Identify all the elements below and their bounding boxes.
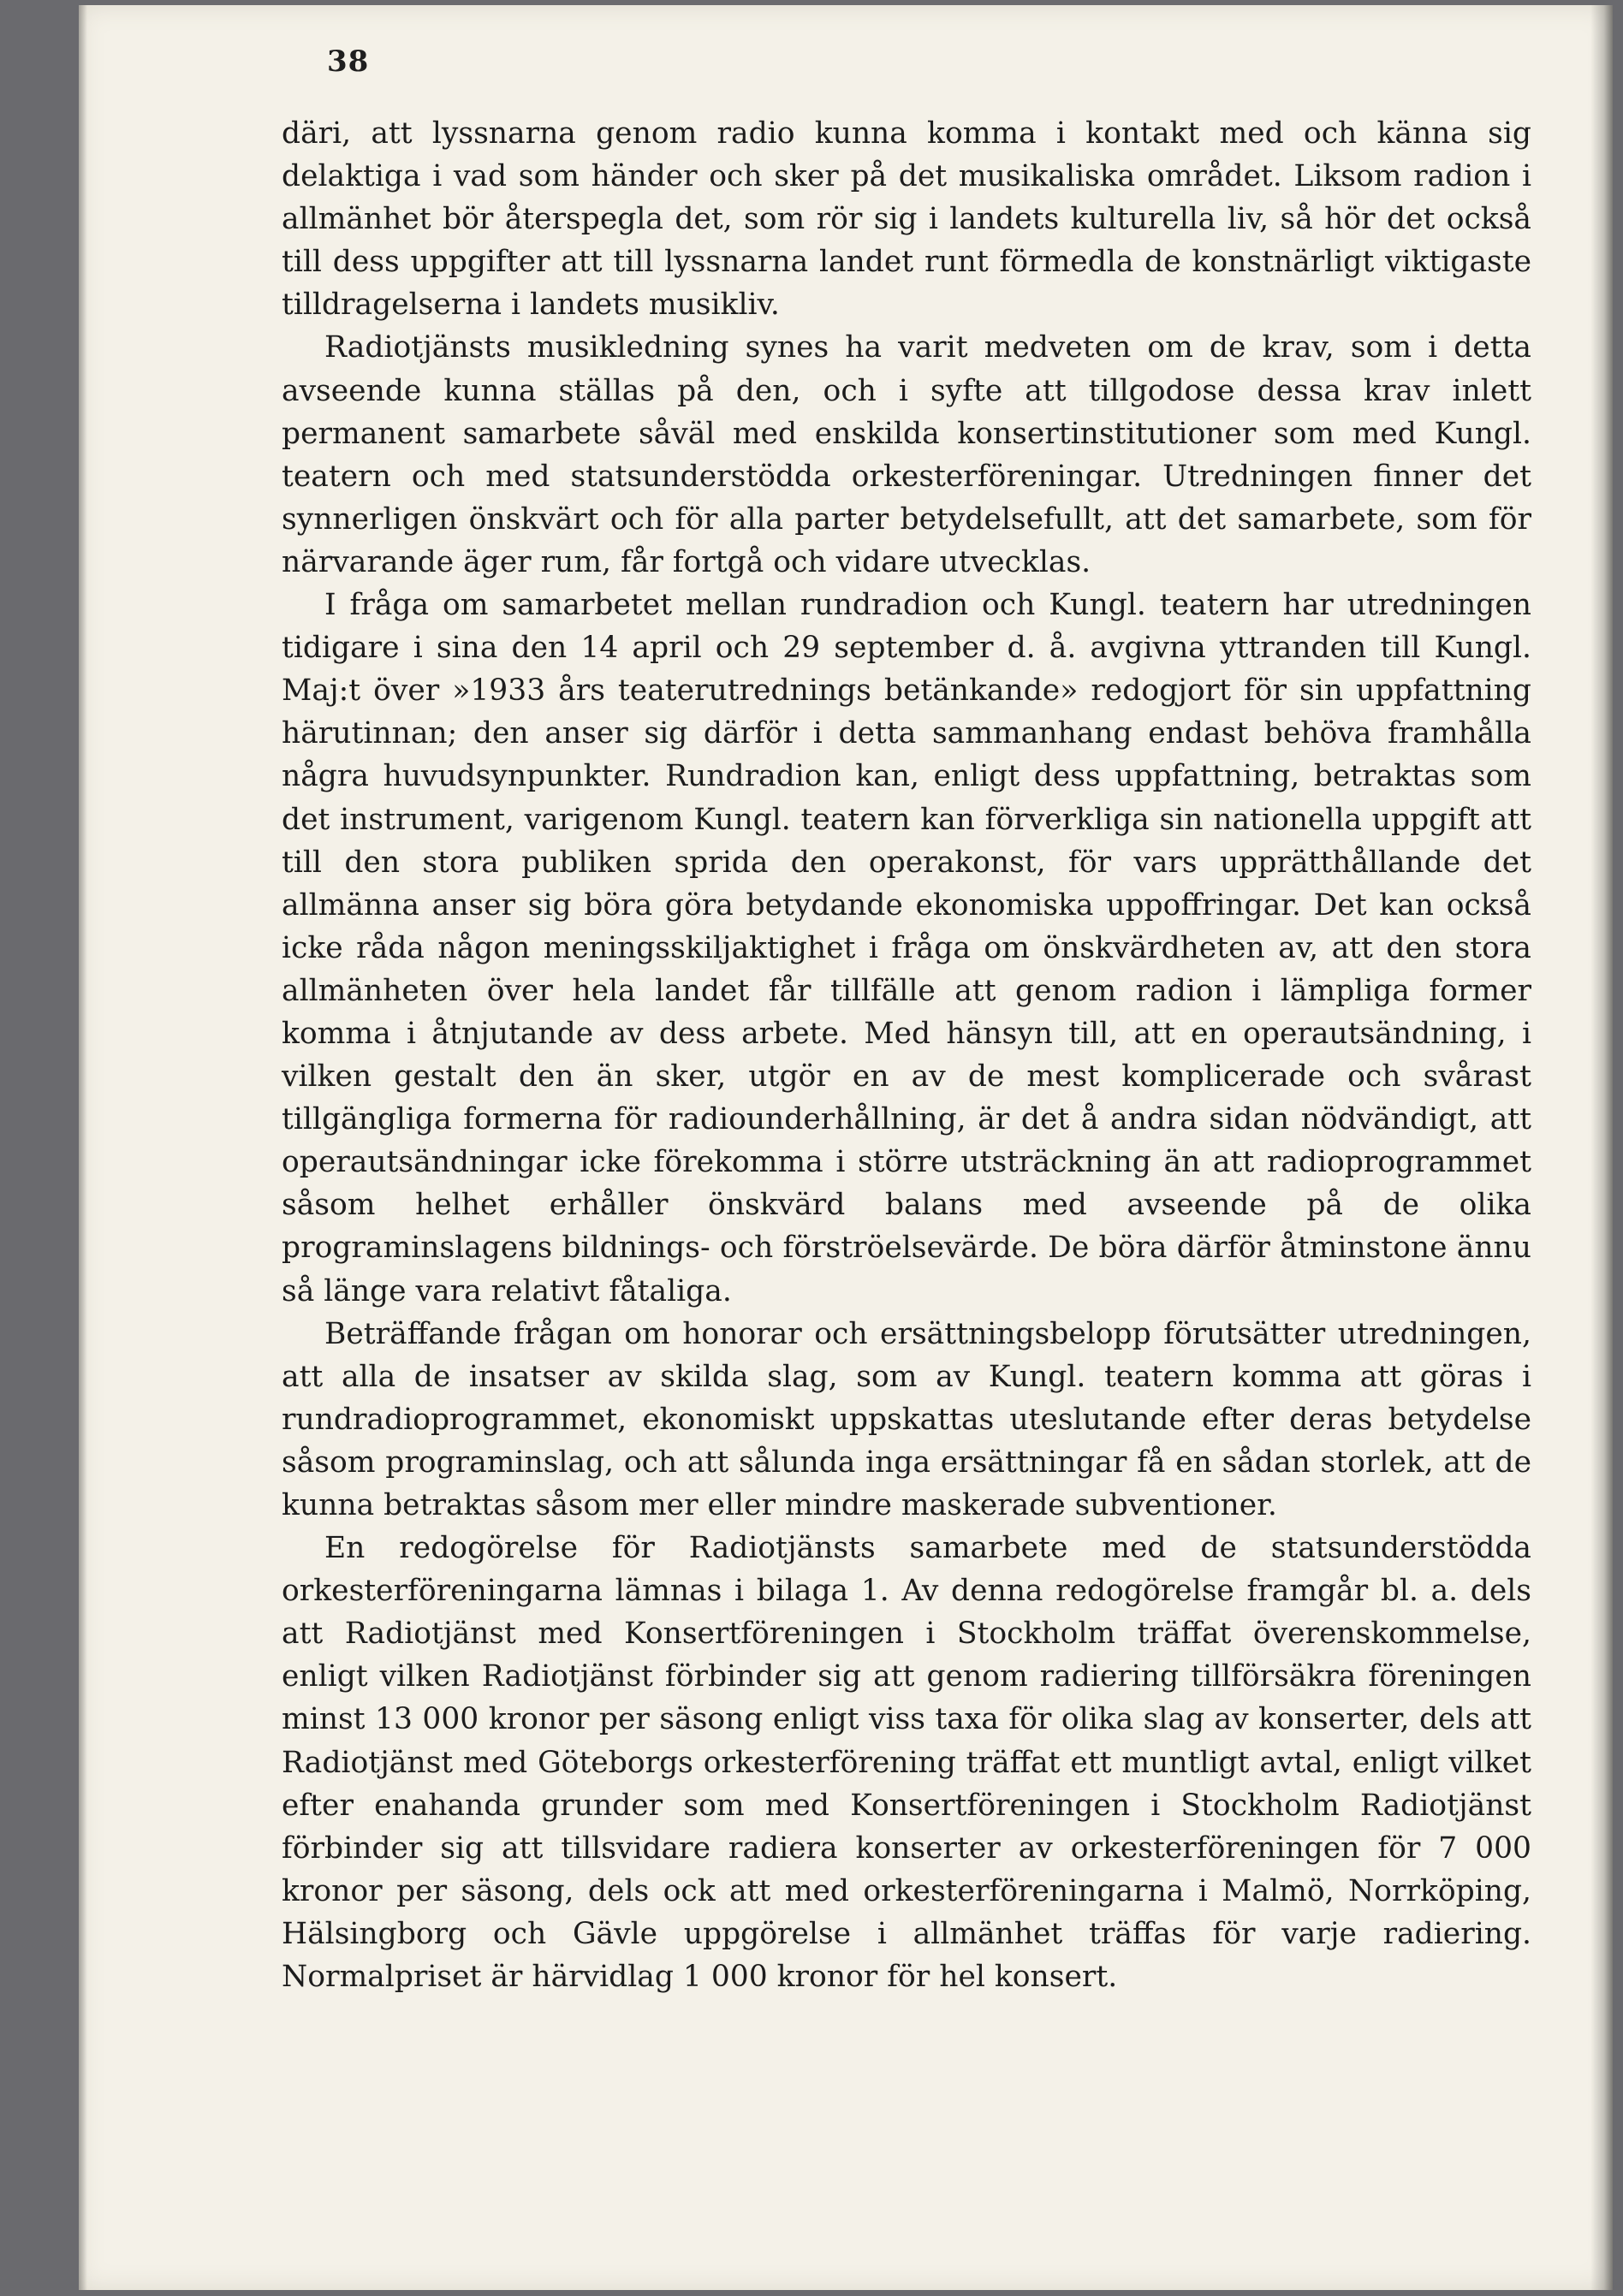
page-number: 38 (327, 44, 370, 79)
paragraph-5: En redogörelse för Radiotjänsts samarbete med de statsunderstödda orkesterföreningarna lämnas i bilaga 1. Av denna redogörelse framgår bl. a. dels att Radiotjänst med Konsertföreningen i Stockholm träffat överenskommelse, enligt vilken Radiotjänst förbinder sig att genom radiering tillförsäkra föreningen minst 13 000 kronor per säsong enligt viss taxa för olika slag av konserter, dels att Radiotjänst med Göteborgs orkesterförening träffat ett muntligt avtal, enligt vilket efter enahanda grunder som med Konsertföreningen i Stockholm Radiotjänst förbinder sig att tillsvidare radiera konserter av orkesterföreningen för 7 000 kronor per säsong, dels ock att med orkesterföreningarna i Malmö, Norrköping, Hälsingborg och Gävle uppgörelse i allmänhet träffas för varje radiering. Normalpriset är härvidlag 1 000 kronor för hel konsert. (282, 1531, 1531, 1995)
paragraph-4: Beträffande frågan om honorar och ersättningsbelopp förutsätter utredningen, att alla de insatser av skilda slag, som av Kungl. teatern komma att göras i rundradioprogrammet, ekonomiskt uppskattas uteslutande efter deras betydelse såsom programinslag, och att sålunda inga ersättningar få en sådan storlek, att de kunna betraktas såsom mer eller mindre maskerade subventioner. (282, 1316, 1531, 1522)
body-text (282, 112, 1531, 1998)
page-shadow-right (1590, 5, 1613, 2290)
page-shadow-left (79, 5, 87, 2290)
paragraph-2: Radiotjänsts musikledning synes ha varit medveten om de krav, som i detta avseende kunna ställas på den, och i syfte att tillgodose dessa krav inlett permanent samarbete såväl med enskilda konsertinstitutioner som med Kungl. teatern och med statsunderstödda orkesterföreningar. Utredningen finner det synnerligen önskvärt och för alla parter betydelsefullt, att det samarbete, som för närvarande äger rum, får fortgå och vidare utvecklas. (282, 330, 1531, 579)
paragraph-3: I fråga om samarbetet mellan rundradion och Kungl. teatern har utredningen tidigare i sina den 14 april och 29 september d. å. avgivna yttranden till Kungl. Maj:t över »1933 års teaterutrednings betänkande» redogjort för sin uppfattning härutinnan; den anser sig därför i detta sammanhang endast behöva framhålla några huvudsynpunkter. Rundradion kan, enligt dess uppfattning, betraktas som det instrument, varigenom Kungl. teatern kan förverkliga sin nationella uppgift att till den stora publiken sprida den operakonst, för vars upprätthållande det allmänna anser sig böra göra betydande ekonomiska uppoffringar. Det kan också icke råda någon meningsskiljaktighet i fråga om önskvärdheten av, att den stora allmänheten över hela landet får tillfälle att genom radion i lämpliga former komma i åtnjutande av dess arbete. Med hänsyn till, att en operautsändning, i vilken gestalt den än sker, utgör en av de mest komplicerade och svårast tillgängliga formerna för radiounderhållning, är det å andra sidan nödvändigt, att operautsändningar icke förekomma i större utsträckning än att radioprogrammet såsom helhet erhåller önskvärd balans med avseende på de olika programinslagens bildnings- och förströelsevärde. De böra därför åtminstone ännu så länge vara relativt fåtaliga. (282, 588, 1531, 1308)
paragraph-1: däri, att lyssnarna genom radio kunna komma i kontakt med och känna sig delaktiga i vad som händer och sker på det musikaliska området. Liksom radion i allmänhet bör återspegla det, som rör sig i landets kulturella liv, så hör det också till dess uppgifter att till lyssnarna landet runt förmedla de konstnärligt viktigaste tilldragelserna i landets musikliv. (282, 116, 1531, 323)
document-page (79, 5, 1613, 2290)
